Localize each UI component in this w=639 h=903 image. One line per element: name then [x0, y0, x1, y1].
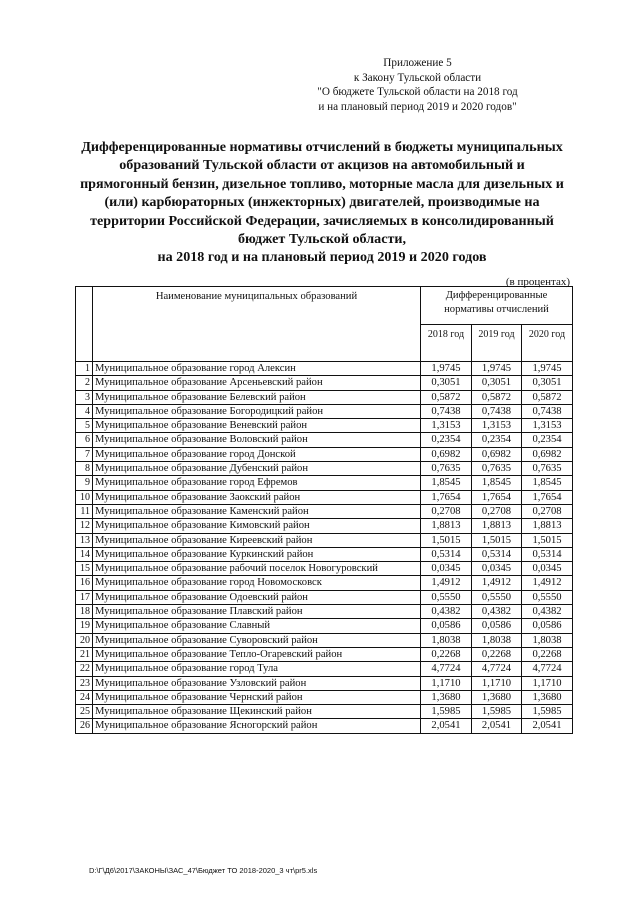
- value-2018: 0,2268: [421, 647, 472, 661]
- value-2018: 0,5872: [421, 390, 472, 404]
- value-2019: 1,9745: [472, 362, 522, 376]
- row-number: 26: [76, 719, 93, 733]
- value-2020: 0,0345: [522, 562, 573, 576]
- title-line: территории Российской Федерации, зачисляемых в консолидированный: [90, 212, 554, 229]
- row-number: 7: [76, 447, 93, 461]
- value-2020: 1,1710: [522, 676, 573, 690]
- row-number: 22: [76, 662, 93, 676]
- value-2020: 0,5314: [522, 547, 573, 561]
- value-2018: 2,0541: [421, 719, 472, 733]
- municipality-name: Муниципальное образование Кимовский район: [93, 519, 421, 533]
- value-2018: 1,8038: [421, 633, 472, 647]
- value-2018: 0,7438: [421, 404, 472, 418]
- table-row: [76, 605, 573, 619]
- municipality-name: Муниципальное образование город Тула: [93, 662, 421, 676]
- row-number: 16: [76, 576, 93, 590]
- appendix-reference: [300, 56, 535, 114]
- table-row: [76, 647, 573, 661]
- value-2019: 2,0541: [472, 719, 522, 733]
- value-2020: 1,8813: [522, 519, 573, 533]
- document-title: [60, 138, 584, 267]
- municipality-name: Муниципальное образование Куркинский район: [93, 547, 421, 561]
- value-2019: 1,8813: [472, 519, 522, 533]
- table-row: [76, 419, 573, 433]
- value-2020: 0,7635: [522, 462, 573, 476]
- value-2019: 0,7635: [472, 462, 522, 476]
- table-row: [76, 719, 573, 733]
- row-number: 17: [76, 590, 93, 604]
- value-2018: 1,1710: [421, 676, 472, 690]
- table-row: [76, 447, 573, 461]
- table-row: [76, 376, 573, 390]
- table-row: [76, 619, 573, 633]
- value-2019: 0,5314: [472, 547, 522, 561]
- value-2019: 1,8545: [472, 476, 522, 490]
- norms-header-line: Дифференцированные: [445, 290, 548, 301]
- row-number: 1: [76, 362, 93, 376]
- municipality-name: Муниципальное образование город Алексин: [93, 362, 421, 376]
- value-2019: 1,7654: [472, 490, 522, 504]
- value-2020: 1,8038: [522, 633, 573, 647]
- municipality-name: Муниципальное образование Щекинский район: [93, 705, 421, 719]
- value-2019: 1,8038: [472, 633, 522, 647]
- value-2020: 1,9745: [522, 362, 573, 376]
- value-2018: 0,5550: [421, 590, 472, 604]
- municipality-name: Муниципальное образование Белевский район: [93, 390, 421, 404]
- value-2020: 0,3051: [522, 376, 573, 390]
- value-2020: 0,2354: [522, 433, 573, 447]
- row-number: 24: [76, 690, 93, 704]
- municipality-name: Муниципальное образование Суворовский район: [93, 633, 421, 647]
- value-2019: 0,5872: [472, 390, 522, 404]
- value-2020: 0,2268: [522, 647, 573, 661]
- value-2020: 0,6982: [522, 447, 573, 461]
- row-number: 25: [76, 705, 93, 719]
- value-2019: 0,3051: [472, 376, 522, 390]
- table-row: [76, 404, 573, 418]
- value-2019: 0,0345: [472, 562, 522, 576]
- row-number: 12: [76, 519, 93, 533]
- row-number: 2: [76, 376, 93, 390]
- value-2018: 1,3153: [421, 419, 472, 433]
- year-header-2020: 2020 год: [522, 325, 573, 362]
- appendix-line: Приложение 5: [383, 57, 452, 69]
- table-row: [76, 533, 573, 547]
- municipality-name: Муниципальное образование город Донской: [93, 447, 421, 461]
- table-row: [76, 490, 573, 504]
- appendix-line: и на плановый период 2019 и 2020 годов": [318, 100, 517, 113]
- value-2018: 0,0345: [421, 562, 472, 576]
- row-number: 19: [76, 619, 93, 633]
- row-number: 20: [76, 633, 93, 647]
- value-2019: 1,5985: [472, 705, 522, 719]
- row-number: 10: [76, 490, 93, 504]
- value-2018: 0,5314: [421, 547, 472, 561]
- value-2018: 1,3680: [421, 690, 472, 704]
- row-number: 14: [76, 547, 93, 561]
- appendix-line: "О бюджете Тульской области на 2018 год: [317, 86, 518, 99]
- municipality-name: Муниципальное образование Киреевский район: [93, 533, 421, 547]
- municipality-name: Муниципальное образование Тепло-Огаревский район: [93, 647, 421, 661]
- units-label: (в процентах): [505, 276, 570, 288]
- value-2019: 0,5550: [472, 590, 522, 604]
- file-path-footer: D:\Г\Д6\2017\ЗАКОНЫ\ЗАС_47\Бюджет ТО 2018-2020_3 чт\pr5.xls: [89, 866, 318, 875]
- value-2019: 4,7724: [472, 662, 522, 676]
- value-2020: 0,5872: [522, 390, 573, 404]
- row-number: 3: [76, 390, 93, 404]
- value-2018: 0,2708: [421, 504, 472, 518]
- row-number: 13: [76, 533, 93, 547]
- year-header-2019: 2019 год: [472, 325, 522, 362]
- value-2020: 2,0541: [522, 719, 573, 733]
- row-number: 15: [76, 562, 93, 576]
- table-row: [76, 633, 573, 647]
- row-number: 18: [76, 605, 93, 619]
- value-2020: 0,2708: [522, 504, 573, 518]
- municipality-name: Муниципальное образование Ясногорский район: [93, 719, 421, 733]
- appendix-line: к Закону Тульской области: [353, 71, 482, 84]
- table-row: [76, 462, 573, 476]
- municipality-name: Муниципальное образование Воловский район: [93, 433, 421, 447]
- value-2019: 1,1710: [472, 676, 522, 690]
- value-2018: 0,7635: [421, 462, 472, 476]
- municipality-name: Муниципальное образование Каменский район: [93, 504, 421, 518]
- value-2019: 1,3680: [472, 690, 522, 704]
- norms-table: [75, 286, 573, 734]
- value-2019: 1,4912: [472, 576, 522, 590]
- table-row: [76, 433, 573, 447]
- title-line: Дифференцированные нормативы отчислений в бюджеты муниципальных: [81, 139, 563, 155]
- table-row: [76, 676, 573, 690]
- table-row: [76, 576, 573, 590]
- value-2018: 0,4382: [421, 605, 472, 619]
- row-number: 8: [76, 462, 93, 476]
- value-2018: 1,5985: [421, 705, 472, 719]
- row-number: 4: [76, 404, 93, 418]
- value-2020: 1,5985: [522, 705, 573, 719]
- title-line: (или) карбюраторных (инжекторных) двигателей, производимые на: [104, 194, 540, 211]
- row-number: 21: [76, 647, 93, 661]
- value-2020: 0,0586: [522, 619, 573, 633]
- value-2019: 0,7438: [472, 404, 522, 418]
- value-2020: 1,3680: [522, 690, 573, 704]
- value-2019: 0,2708: [472, 504, 522, 518]
- value-2020: 0,7438: [522, 404, 573, 418]
- table-row: [76, 390, 573, 404]
- value-2018: 1,8813: [421, 519, 472, 533]
- value-2020: 1,4912: [522, 576, 573, 590]
- title-line: образований Тульской области от акцизов на автомобильный и: [119, 157, 525, 174]
- municipality-name: Муниципальное образование Богородицкий район: [93, 404, 421, 418]
- value-2018: 1,4912: [421, 576, 472, 590]
- value-2019: 1,3153: [472, 419, 522, 433]
- municipality-name: Муниципальное образование Арсеньевский район: [93, 376, 421, 390]
- value-2018: 0,2354: [421, 433, 472, 447]
- table-row: [76, 690, 573, 704]
- municipality-name: Муниципальное образование Славный: [93, 619, 421, 633]
- row-number: 5: [76, 419, 93, 433]
- table-body: [76, 362, 573, 734]
- municipality-name: Муниципальное образование Чернский район: [93, 690, 421, 704]
- value-2020: 1,3153: [522, 419, 573, 433]
- municipality-name: Муниципальное образование рабочий поселок Новогуровский: [93, 562, 421, 576]
- value-2020: 1,5015: [522, 533, 573, 547]
- value-2018: 1,8545: [421, 476, 472, 490]
- year-header-2018: 2018 год: [421, 325, 472, 362]
- value-2018: 4,7724: [421, 662, 472, 676]
- municipality-name: Муниципальное образование Заокский район: [93, 490, 421, 504]
- table-row: [76, 519, 573, 533]
- value-2020: 4,7724: [522, 662, 573, 676]
- value-2018: 0,0586: [421, 619, 472, 633]
- value-2019: 0,2268: [472, 647, 522, 661]
- municipality-name: Муниципальное образование Узловский район: [93, 676, 421, 690]
- table-row: [76, 547, 573, 561]
- municipality-name: Муниципальное образование город Ефремов: [93, 476, 421, 490]
- municipality-name: Муниципальное образование Дубенский район: [93, 462, 421, 476]
- title-line: на 2018 год и на плановый период 2019 и 2020 годов: [157, 249, 487, 266]
- value-2018: 0,6982: [421, 447, 472, 461]
- table-row: [76, 476, 573, 490]
- value-2019: 0,6982: [472, 447, 522, 461]
- value-2019: 0,2354: [472, 433, 522, 447]
- table-row: [76, 705, 573, 719]
- value-2018: 0,3051: [421, 376, 472, 390]
- title-line: прямогонный бензин, дизельное топливо, моторные масла для дизельных и: [80, 175, 564, 192]
- value-2020: 0,4382: [522, 605, 573, 619]
- value-2019: 0,4382: [472, 605, 522, 619]
- number-header-cell: [76, 287, 93, 362]
- table-row: [76, 562, 573, 576]
- value-2018: 1,9745: [421, 362, 472, 376]
- row-number: 11: [76, 504, 93, 518]
- norms-header-line: нормативы отчислений: [444, 304, 549, 315]
- value-2020: 1,8545: [522, 476, 573, 490]
- table-row: [76, 504, 573, 518]
- norms-header: [421, 287, 573, 325]
- value-2020: 1,7654: [522, 490, 573, 504]
- municipality-name: Муниципальное образование Плавский район: [93, 605, 421, 619]
- row-number: 9: [76, 476, 93, 490]
- table-row: [76, 362, 573, 376]
- value-2020: 0,5550: [522, 590, 573, 604]
- table-row: [76, 662, 573, 676]
- value-2019: 1,5015: [472, 533, 522, 547]
- value-2018: 1,7654: [421, 490, 472, 504]
- title-line: бюджет Тульской области,: [237, 231, 407, 248]
- value-2018: 1,5015: [421, 533, 472, 547]
- municipality-name: Муниципальное образование Веневский район: [93, 419, 421, 433]
- municipality-name: Муниципальное образование Одоевский район: [93, 590, 421, 604]
- row-number: 23: [76, 676, 93, 690]
- row-number: 6: [76, 433, 93, 447]
- name-header: Наименование муниципальных образований: [93, 287, 421, 362]
- table-row: [76, 590, 573, 604]
- municipality-name: Муниципальное образование город Новомосковск: [93, 576, 421, 590]
- value-2019: 0,0586: [472, 619, 522, 633]
